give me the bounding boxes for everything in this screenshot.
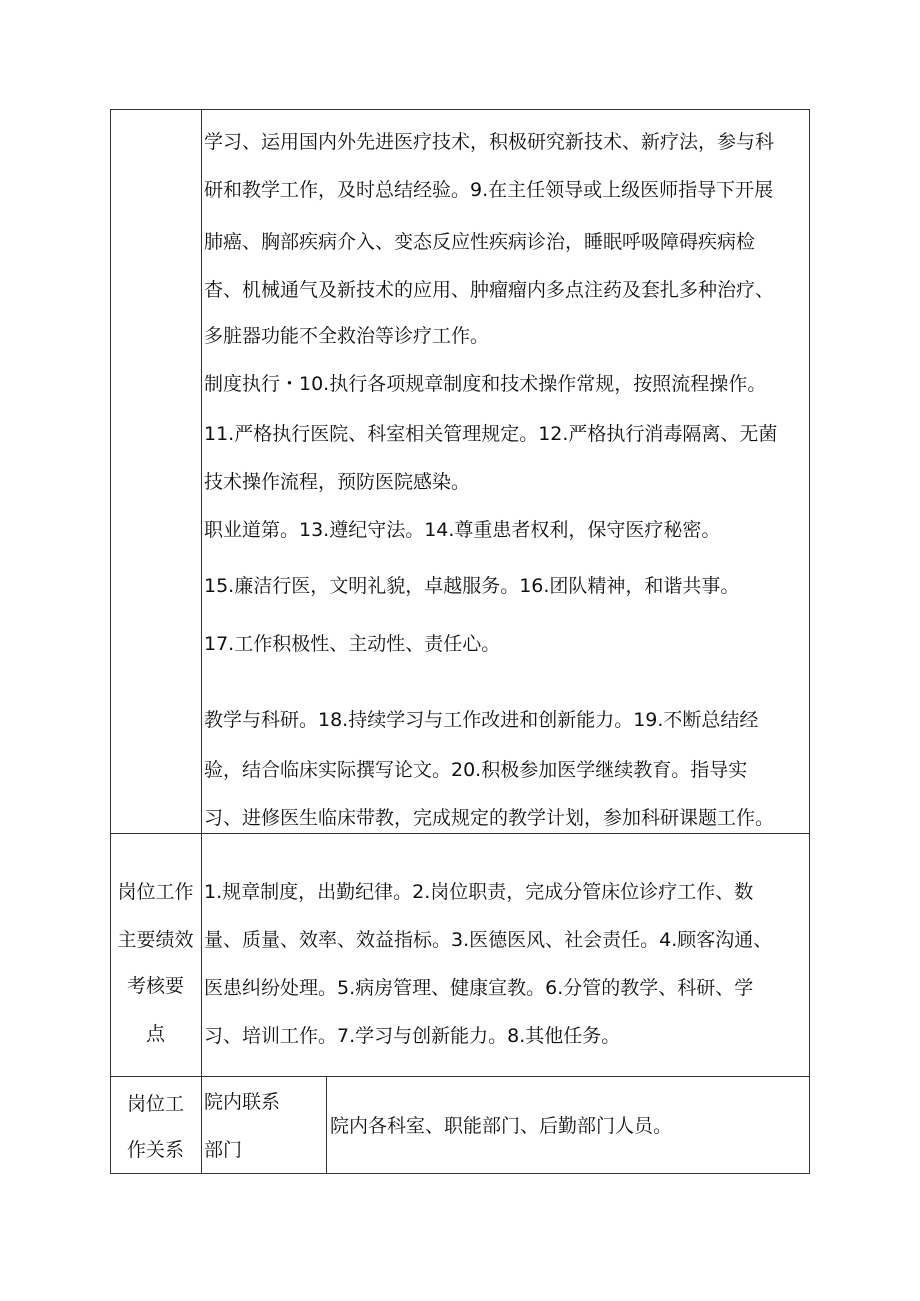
performance-label-line: 岗位工作 xyxy=(117,881,194,903)
relations-content: 院内各科室、职能部门、后勤部门人员。 xyxy=(330,1115,673,1137)
column-divider xyxy=(201,109,202,1174)
system-execution-line: 11.严格执行医院、科室相关管理规定。12.严格执行消毒隔离、无菌 xyxy=(204,423,778,445)
teaching-research-line: 习、进修医生临床带教，完成规定的教学计划，参加科研课题工作。 xyxy=(204,807,775,829)
duties-line: 杳、机械通气及新技术的应用、肿瘤瘤内多点注药及套扎多种治疗、 xyxy=(204,279,775,301)
subcolumn-divider xyxy=(326,1076,327,1174)
row-divider-duties xyxy=(110,833,810,834)
duties-line: 研和教学工作，及时总结经验。9.在主任领导或上级医师指导下开展 xyxy=(204,179,774,201)
ethics-line: 15.廉洁行医，文明礼貌，卓越服务。16.团队精神，和谐共事。 xyxy=(204,575,740,597)
ethics-line: 17.工作积极性、主动性、责任心。 xyxy=(204,633,501,655)
ethics-line: 职业道第。13.遵纪守法。14.尊重患者权利，保守医疗秘密。 xyxy=(204,519,721,541)
duties-line: 学习、运用国内外先进医疗技术，积极研究新技术、新疗法，参与科 xyxy=(204,131,775,153)
teaching-research-line: 教学与科研。18.持续学习与工作改进和创新能力。19.不断总结经 xyxy=(204,709,759,731)
relations-sublabel-line: 部门 xyxy=(204,1139,243,1161)
performance-label-line: 考核要 xyxy=(126,975,184,997)
performance-line: 医患纠纷处理。5.病房管理、健康宣教。6.分管的教学、科研、学 xyxy=(204,977,754,999)
row-divider-performance xyxy=(110,1076,810,1077)
teaching-research-line: 验，结合临床实际撰写论文。20.积极参加医学继续教育。指导实 xyxy=(204,759,748,781)
performance-line: 1.规章制度，出勤纪律。2.岗位职责，完成分管床位诊疗工作、数 xyxy=(204,881,754,903)
performance-label-line: 主要绩效 xyxy=(117,929,194,951)
performance-line: 量、质量、效率、效益指标。3.医德医风、社会责任。4.顾客沟通、 xyxy=(204,929,773,951)
relations-label-line: 作关系 xyxy=(126,1139,184,1161)
system-execution-line: 制度执行・10.执行各项规章制度和技术操作常规，按照流程操作。 xyxy=(204,373,767,395)
duties-line: 多脏器功能不全救治等诊疗工作。 xyxy=(204,325,490,347)
relations-sublabel-line: 院内联系 xyxy=(204,1091,281,1113)
system-execution-line: 技术操作流程，预防医院感染。 xyxy=(204,471,471,493)
performance-line: 习、培训工作。7.学习与创新能力。8.其他任务。 xyxy=(204,1025,621,1047)
performance-label-line: 点 xyxy=(145,1023,165,1045)
relations-label-line: 岗位工 xyxy=(126,1093,184,1115)
duties-line: 肺癌、胸部疾病介入、变态反应性疾病诊治，睡眠呼吸障碍疾病检 xyxy=(204,231,756,253)
